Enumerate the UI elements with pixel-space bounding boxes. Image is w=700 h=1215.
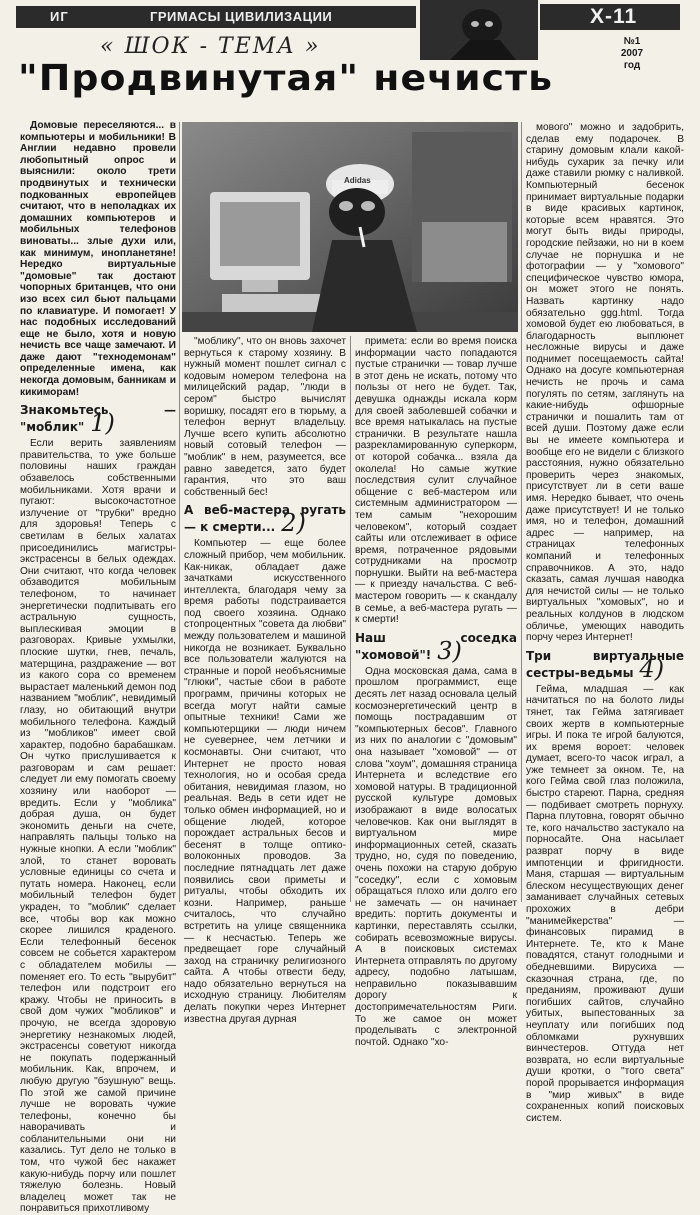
section-3-continued: мового" можно и задобрить, сделав ему подарочек. В старину домовым клали какой-нибудь сухарик за печку или даже ставили рюмку с наливкой. Компьютерный бесенок принимает виртуальные подарки в виде красивых картинок, которые всем нравятся. Это могут быть виды природы, городские пейзажи, но ни в коем случае не порнушка и не фотографии — у "хомового" специфическое чувство юмора, он может этого не понять. Назвать картинку надо обязательно ggg.html. Тогда хомовой будет ею любоваться, в благодарность выплюнет несложные вирусы и даже поднимет посещаемость сайта! Однако на досуге компьютерная нечисть не прочь и сама погулять по сетям, заглянуть на какие-нибудь офшорные странички и пошалить там от всей души. Поэтому даже если вы не имеете компьютера и вообще его не видели с близкого расстояния, нужно обязательно проверить через знакомых, присутствует ли в сети ваше имя. Нередко бывает, что очень даже присутствует! И не только имя, но и телефон, домашний адрес — например, на страницах телефонных компаний и телефонных справочников. А это, надо сказать, самая лучшая наводка для нечистой силы — не только виртуальных "хомовых", но и реальных колдунов в людском обличье, умеющих наводить порчу через Интернет! [526,122,684,644]
section-title: ГРИМАСЫ ЦИВИЛИЗАЦИИ [150,9,333,24]
section-tag: ИГ [50,9,69,24]
issue-year: 2007 год [620,48,644,71]
column-rule [521,122,522,902]
subheading-1-number: 1) [90,409,115,438]
subheading-4-title: Три виртуальные сестры-ведьмы [526,648,684,680]
subheading-3-number: 3) [437,636,462,665]
issue-info [612,36,652,72]
section-2-continued: примета: если во время поиска информации часто попадаются пустые странички — товар лучше в этот день не искать, потому что пользы от него не будет. Так, девушка однажды искала корм для своей заболевшей собачки и все время натыкалась на пустые странички. В результате нашла разрекламированную суперкорм, от которой собачка... взяла да околела! Но самые жуткие последствия сулит случайное общение с веб-мастером или системным администратором — тем самым "нехорошим человеком", который создает сайты или отслеживает в офисе время, потраченное рядовыми сотрудниками на просмотр порнушки. Выйти на веб-мастера — к приезду начальства. С веб-мастером говорить — к скандалу в семье, а веб-мастера ругать — к смерти! [355,336,517,626]
subheading-2-title: А веб-мастера ругать — к смерти... [184,503,346,535]
section-2-text: Компьютер — еще более сложный прибор, чем мобильник. Как-никак, обладает даже зачатками искусственного интеллекта, благодаря чему за время работы подстраивается под своего хозяина. Однако стопроцентных "совета да любви" между пользователем и машиной никогда не возникает. Буквально все пользователи жалуются на странные и порой необъяснимые "глюки", частые сбои в работе программ, причины которых не всегда могут найти самые опытные техники! Сами же компьютерщики — люди ничем не суевернее, чем летчики и космонавты. Они считают, что Интернет не просто новая технология, но и особая среда обитания, невидимая глазом, но реальная. Ведь в сети идет не только обмен информацией, но и общение людей, которое порождает астральных бесов и бесенят в толще оптико-волоконных проводов. За последние пятнадцать лет даже появились свои приметы и ритуалы, чтобы обходить их козни. Например, раньше считалось, что случайно встретить на улице священника — к несчастью. Теперь же предвещает горе случайный заход на страничку религиозного сайта. А чтобы отвести беду, надо обязательно вернуться на исходную страницу. Любителям делать покупки через Интернет известна другая дурная [184,538,346,1025]
issue-number: №1 [623,36,641,47]
subheading-3-title: Наш соседка "хомовой"! [355,630,517,662]
column-rule [350,336,351,902]
column-4 [526,122,684,1124]
article-photo [182,122,518,332]
section-3-text: Одна московская дама, сама в прошлом программист, еще десять лет назад основала целый космоэнергетический центр в помощь пострадавшим от "компьютерных бесов". Главного из них по аналогии с "домовым" она называет "хомовой" — от слова "хоум", домашняя страница Интернета и вследствие его хомовой натуры. В традиционной русской культуре домовых изображают в виде волосатых человечков. Как они выглядят в виртуальном мире информационных сетей, сказать трудно, но, судя по поведению, очень похожи на старую добрую "соседку", если с хомовым обращаться плохо или долго его не замечать — он начинает вредить: портить документы и картинки, переставлять ссылки, собирать всевозможные вирусы. А в поисковых системах Интернета отправлять по другому адресу, подобно латышам, неправильно показывавшим дорогу к достопримечательностям Риги. То же самое он может проделывать с электронной почтой. Однако "хо- [355,665,517,1048]
column-2 [184,336,346,1025]
subheading-3 [355,630,517,665]
handwritten-note: « ШОК - ТЕМА » [100,34,321,59]
column-rule [179,122,180,902]
column-3 [355,336,517,1048]
column-1 [20,120,176,1215]
header-illustration [420,0,538,60]
subheading-1-title: Знакомьтесь — "моблик" [20,403,176,435]
section-4-text: Гейма, младшая — как начитаться по на болото лиды тянет, так Гейма затягивает своих жертв в компьютерные игры. И пока те игрой балуются, их время вороет: человек думает, всего-то часок играл, а уже темнеет за окном. Те, на кого Гейма свой глаз положила, быстро стареют. Парна, средняя — подбивает смотреть порнуху. Парна плутовна, говорят обычно те, кого начальство застукало на порносайте. Она насылает разврат порчу в виде импотенции и фригидности. Маня, старшая — виртуальным блеском несуществующих денег заманивает случайных сетевых прохожих в дебри "манимейкерства" — финансовых пирамид в Интернете. Те, кто к Мане повадятся, станут голодными и обедневшими. Вирусиха — сказочная страна, где, по преданиям, проживают души погибших сайтов, случайно убитых, выпестованных за неуплату или погибших под обломками рухнувших винчестеров. Оттуда нет возврата, но если виртуальные души кротки, о "того света" порой прорывается информация в "мир живых" в виде сохраненных копий поисковых систем. [526,683,684,1124]
section-1-text: Если верить заявлениям правительства, то уже больше половины наших граждан обзавелось собственными мобильниками. Хотя врачи и пугают: высокочастотное излучение от "трубки" вредно для здоровья! Теперь с светилам в белых халатах присоединились магистры-экстрасенсы в белых одеждах. Они считают, что когда человек обзаводится мобильным телефоном, то начинает энергетически подпитывать его астральную сущность, выплескивая эмоции в разговорах. Кривые ухмылки, плоские шутки, гнев, печаль, матерщина, раздражение — вот из какого сора со временем вырастает маленький демон под названием "моблик", невидимый глазу, но обитающий внутри мобильного телефона. Каждый из "мобликов" имеет свой характер, подобно барабашкам. Он чутко прислушивается к разговорам и сам решает: следует ли ему помогать своему хозяину или наоборот — вредить. Если у "моблика" добрая душа, он будет экономить деньги на счете, направлять пальцы только на нужные кнопки. А если "моблик" злой, то станет воровать условные единицы со счета и путать номера. Наконец, если мобильный телефон будет украден, то "моблик" сделает все, чтобы вор как можно скорее лишился краденого. Если телефонный бесенок совсем не собьется характером с обладателем мобилы — поменяет его. То есть "вырубит" телефон или подстроит его кражу. Чтобы не приносить в свой дом чужих "мобликов" и прочую, не всегда здоровую энергетику незнакомых людей, экстрасенсы советуют никогда не покупать подержанный мобильник. Как, впрочем, и любую другую "бэушную" вещь. По этой же самой причине лучше не воровать чужие телефоны, конечно бы наворачивать и собланительными они ни казались. Тут дело не только в том, что чужой бес накажет какую-нибудь порчу или пошлет тяжелую болезнь. Новый владелец может так не понравиться прихотливому [20,438,176,1215]
issue-code: X-11 [590,5,638,28]
section-1-continued: "моблику", что он вновь захочет вернуться к старому хозяину. В нужный момент пошлет сигнал с кодовым номером телефона на милицейский радар, "люди в сером" быстро вычислят воришку, посадят его в тюрьму, а телефон вернут владельцу. Лучше всего купить абсолютно новый сотовый телефон — "моблик" в нем, разумеется, все равно заведется, зато будет гарантия, что это ваш собственный бес! [184,336,346,498]
intro-paragraph: Домовые переселяются... в компьютеры и мобильники! В Англии недавно провели любопытный опрос и выяснили: около трети продвинутых и технически подкованных европейцев считают, что в неполадках их домашних компьютеров и мобильных телефонов виноваты... злые духи или, как минимум, инопланетяне! Нередко виртуальные "домовые" так достают чопорных британцев, что они изо всех сил бьют пальцами по клавиатуре. И помогает! У нас подобных исследований еще не было, хотя и новую нечисть все чаще замечают. И даже дают "технодемонам" определенные имена, как некогда домовым, банникам и кикиморам! [20,120,176,398]
subheading-2 [184,503,346,538]
subheading-4 [526,648,684,683]
subheading-4-number: 4) [639,654,665,683]
headline: "Продвинутая" нечисть [18,58,554,99]
subheading-1 [20,403,176,438]
subheading-2-number: 2) [281,509,306,538]
cap-badge: Adidas [344,176,371,185]
